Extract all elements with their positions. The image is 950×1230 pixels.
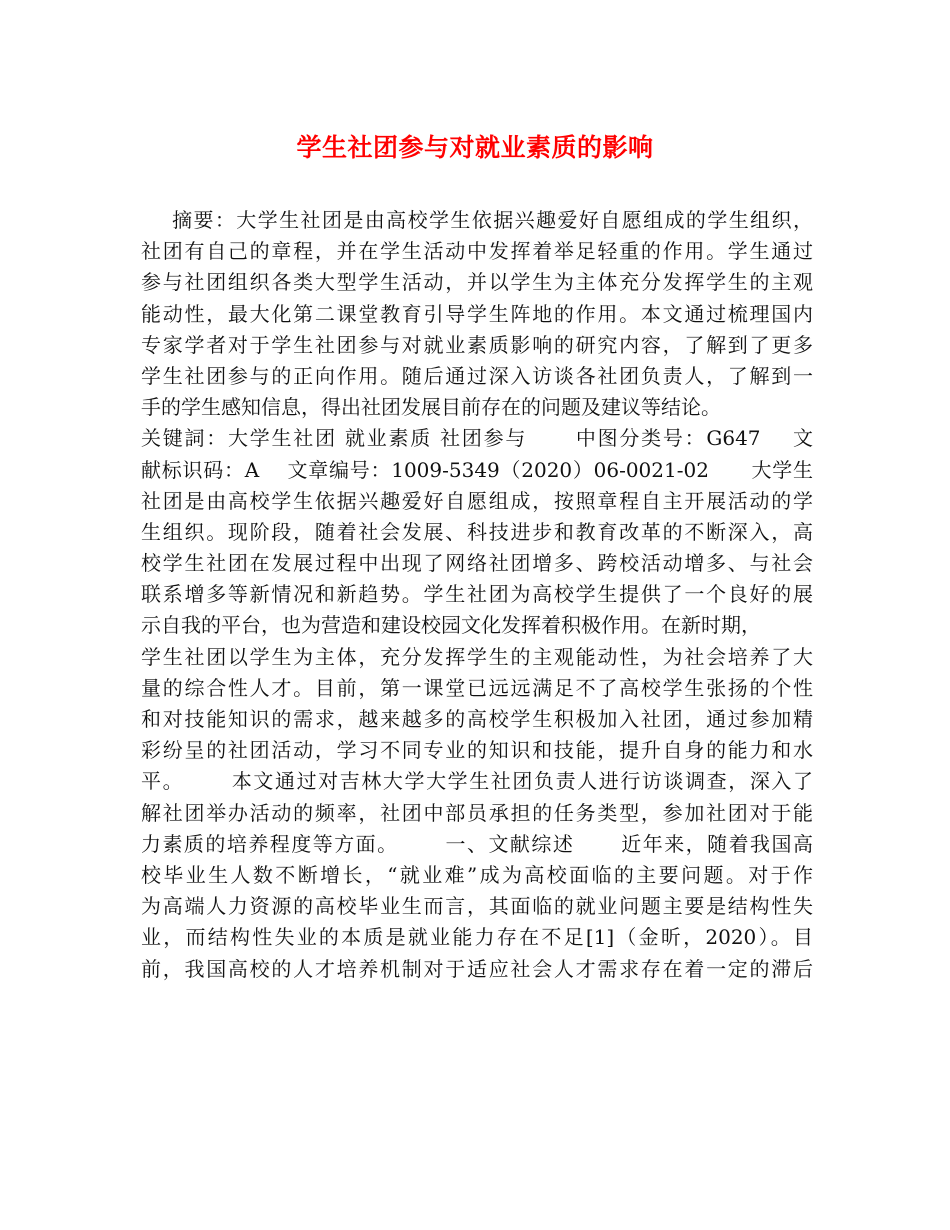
body-line: 能动性，最大化第二课堂教育引导学生阵地的作用。本文通过梳理国内 (141, 301, 813, 326)
body-line: 解社团举办活动的频率，社团中部员承担的任务类型，参加社团对于能 (141, 800, 813, 825)
body-line: 和对技能知识的需求，越来越多的高校学生积极加入社团，通过参加精 (141, 707, 813, 731)
body-line: 彩纷呈的社团活动，学习不同专业的知识和技能，提升自身的能力和水 (141, 738, 813, 763)
body-line: 参与社团组织各类大型学生活动，并以学生为主体充分发挥学生的主观 (141, 270, 813, 295)
body-line: 示自我的平台，也为营造和建设校园文化发挥着积极作用。在新时期， (141, 613, 761, 638)
body-line: 前，我国高校的人才培养机制对于适应社会人才需求存在着一定的滞后 (141, 956, 813, 981)
body-line: 摘要：大学生社团是由高校学生依据兴趣爱好自愿组成的学生组织， (141, 208, 813, 232)
body-line: 献标识码：A 文章编号：1009-5349（2020）06-0021-02 大学生 (141, 457, 813, 482)
body-line: 平。 本文通过对吉林大学大学生社团负责人进行访谈调查，深入了 (141, 769, 813, 794)
body-line: 学生社团以学生为主体，充分发挥学生的主观能动性，为社会培养了大 (141, 644, 813, 669)
body-line: 生组织。现阶段，随着社会发展、科技进步和教育改革的不断深入，高 (141, 519, 813, 544)
body-line: 学生社团参与的正向作用。随后通过深入访谈各社团负责人，了解到一 (141, 363, 813, 388)
document-body (141, 205, 813, 985)
body-line: 联系增多等新情况和新趋势。学生社团为高校学生提供了一个良好的展 (141, 582, 813, 607)
body-line: 社团有自己的章程，并在学生活动中发挥着举足轻重的作用。学生通过 (141, 239, 813, 264)
body-line: 社团是由高校学生依据兴趣爱好自愿组成，按照章程自主开展活动的学 (141, 488, 813, 513)
body-line: 校毕业生人数不断增长，“就业难”成为高校面临的主要问题。对于作 (141, 862, 813, 887)
body-line: 专家学者对于学生社团参与对就业素质影响的研究内容，了解到了更多 (141, 332, 813, 357)
body-line: 手的学生感知信息，得出社团发展目前存在的问题及建议等结论。 (141, 395, 721, 420)
body-line: 量的综合性人才。目前，第一课堂已远远满足不了高校学生张扬的个性 (141, 675, 813, 700)
body-line: 力素质的培养程度等方面。 一、文献综述 近年来，随着我国高 (141, 831, 813, 856)
body-line: 关键詞：大学生社团 就业素质 社团参与 中图分类号：G647 文 (141, 426, 813, 451)
document-title: 学生社团参与对就业素质的影响 (296, 133, 654, 162)
body-line: 业，而结构性失业的本质是就业能力存在不足[1]（金昕，2020）。目 (141, 925, 813, 950)
body-line: 为高端人力资源的高校毕业生而言，其面临的就业问题主要是结构性失 (141, 894, 813, 919)
body-line: 校学生社团在发展过程中出现了网络社团增多、跨校活动增多、与社会 (141, 551, 813, 576)
